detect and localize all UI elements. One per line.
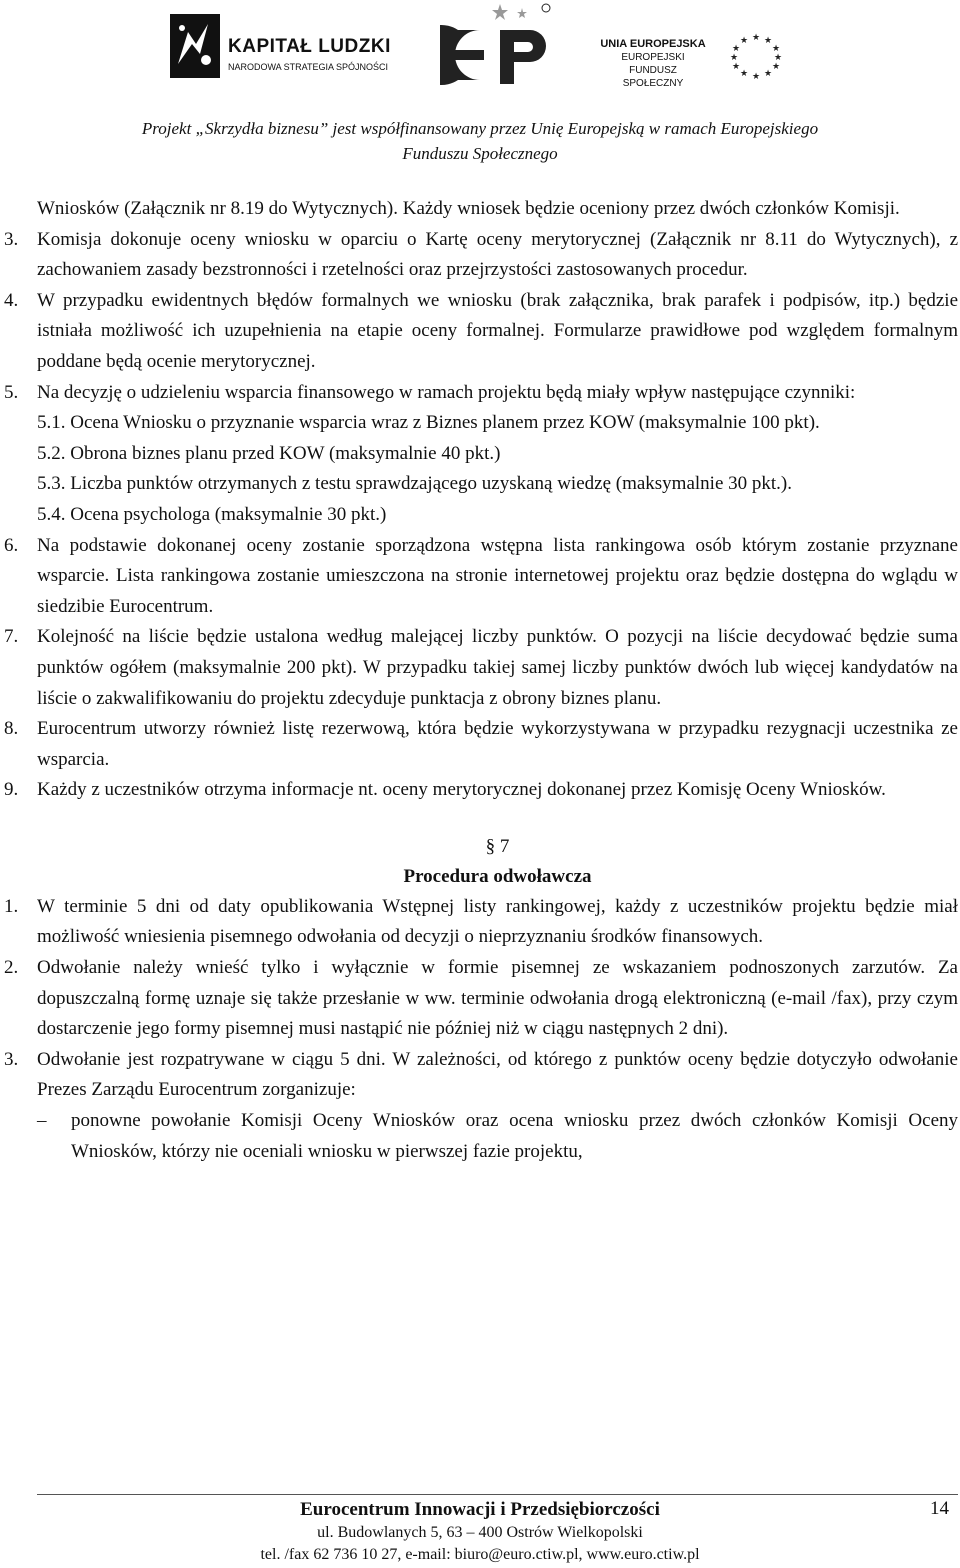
list-item-text: Na decyzję o udzieleniu wsparcia finansowego w ramach projektu będą miały wpływ następujące czynniki: bbox=[37, 381, 856, 403]
list-item-number: 1. bbox=[4, 895, 19, 917]
list-item-number: 9. bbox=[4, 779, 19, 801]
kapital-ludzki-emblem-icon bbox=[170, 14, 220, 78]
sub-item-text: Ocena psychologa (maksymalnie 30 pkt.) bbox=[70, 503, 387, 525]
sub-item-number: 5.2. bbox=[37, 442, 66, 464]
logo-left-subtitle: NARODOWA STRATEGIA SPÓJNOŚCI bbox=[228, 62, 389, 72]
svg-text:★: ★ bbox=[751, 71, 761, 81]
svg-text:★: ★ bbox=[763, 35, 773, 45]
list-item-text: Eurocentrum utworzy również listę rezerwową, która będzie wykorzystywana w przypadku rezygnacji uczestnika ze wsparcia. bbox=[37, 718, 958, 770]
section-title: Procedura odwoławcza bbox=[403, 865, 592, 887]
footer-divider bbox=[37, 1494, 958, 1495]
svg-text:★: ★ bbox=[771, 61, 781, 71]
svg-text:★: ★ bbox=[763, 68, 773, 78]
svg-text:★: ★ bbox=[771, 43, 781, 53]
sub-list-item bbox=[37, 500, 958, 531]
list-item bbox=[4, 286, 958, 378]
dash-bullet-icon: – bbox=[37, 1110, 47, 1132]
list-item-number: 5. bbox=[4, 381, 19, 403]
page-number: 14 bbox=[930, 1498, 949, 1519]
list-item bbox=[4, 775, 958, 806]
project-funding-note bbox=[0, 116, 960, 166]
sub-item-text: Ocena Wniosku o przyznanie wsparcia wraz z Biznes planem przez KOW (maksymalnie 100 pkt). bbox=[70, 412, 820, 434]
svg-text:★: ★ bbox=[751, 32, 761, 42]
dash-list-item bbox=[37, 1106, 958, 1167]
logo-right-line2: EUROPEJSKI bbox=[621, 52, 685, 63]
section-number: § 7 bbox=[485, 835, 510, 857]
svg-text:★: ★ bbox=[739, 35, 749, 45]
list-item-text: Na podstawie dokonanej oceny zostanie sporządzona wstępna lista rankingowa osób którym zostanie przyznane wsparcie. Lista rankingowa zostanie umieszczona na stronie internetowej projektu oraz będzie dostępna do wglądu w siedzibie Eurocentrum. bbox=[37, 534, 958, 617]
sub-item-number: 5.1. bbox=[37, 412, 66, 434]
svg-text:★: ★ bbox=[773, 52, 783, 62]
svg-text:★: ★ bbox=[729, 52, 739, 62]
list-item bbox=[4, 1045, 958, 1106]
logo-left-title: KAPITAŁ LUDZKI bbox=[228, 36, 391, 57]
eurocentrum-logo-icon bbox=[440, 0, 560, 100]
list-item-text: Odwołanie jest rozpatrywane w ciągu 5 dni. W zależności, od którego z punktów oceny będzie dotyczyło odwołanie Prezes Zarządu Eurocentrum zorganizuje: bbox=[37, 1048, 958, 1101]
logo-right-line3: FUNDUSZ SPOŁECZNY bbox=[622, 65, 684, 89]
sub-list-item bbox=[37, 439, 958, 470]
dash-item-text: ponowne powołanie Komisji Oceny Wniosków oraz ocena wniosku przez dwóch członków Komisji Oceny Wniosków, którzy nie oceniali wniosku w pierwszej fazie projektu, bbox=[71, 1110, 958, 1162]
list-item-text: Kolejność na liście będzie ustalona według malejącej liczby punktów. O pozycji na liście decydować będzie suma punktów ogółem (maksymalnie 200 pkt). W przypadku takiej samej liczby punktów dwóch lub więcej kandydatów na liście o zakwalifikowaniu do projektu zdecyduje punktacja z obrony biznes planu. bbox=[37, 626, 958, 709]
list-item bbox=[4, 953, 958, 1045]
document-body bbox=[4, 194, 958, 1167]
svg-text:★: ★ bbox=[731, 61, 741, 71]
eu-flag-icon bbox=[716, 28, 796, 82]
list-item bbox=[4, 225, 958, 286]
project-line-1: Projekt „Skrzydła biznesu” jest współfinansowany przez Unię Europejską w ramach Europejskiego bbox=[141, 119, 819, 138]
list-item-number: 8. bbox=[4, 718, 19, 740]
kapital-ludzki-logo bbox=[170, 14, 410, 84]
list-item bbox=[4, 892, 958, 953]
sub-item-text: Liczba punktów otrzymanych z testu sprawdzającego uzyskaną wiedzę (maksymalnie 30 pkt.). bbox=[70, 473, 792, 495]
intro-paragraph: Wniosków (Załącznik nr 8.19 do Wytycznych). Każdy wniosek będzie oceniony przez dwóch członków Komisji. bbox=[37, 198, 900, 219]
footer-contact: tel. /fax 62 736 10 27, e-mail: biuro@euro.ctiw.pl, www.euro.ctiw.pl bbox=[260, 1546, 700, 1563]
list-item bbox=[4, 531, 958, 623]
list-item-text: W przypadku ewidentnych błędów formalnych we wniosku (brak załącznika, brak parafek i podpisów, itp.) będzie istniała możliwość ich uzupełnienia na etapie oceny formalnej. Formularze prawidłowe pod względem formalnym poddane będą ocenie merytorycznej. bbox=[37, 289, 958, 372]
list-item-number: 3. bbox=[4, 1048, 19, 1070]
svg-text:★: ★ bbox=[739, 68, 749, 78]
page-footer bbox=[0, 1494, 960, 1568]
sub-item-number: 5.4. bbox=[37, 503, 66, 525]
list-item-number: 7. bbox=[4, 626, 19, 648]
footer-org: Eurocentrum Innowacji i Przedsiębiorczości bbox=[300, 1499, 660, 1520]
project-line-2: Funduszu Społecznego bbox=[402, 144, 558, 163]
list-item-number: 6. bbox=[4, 534, 19, 556]
list-item bbox=[4, 622, 958, 714]
unia-europejska-logo bbox=[598, 28, 798, 88]
sub-item-number: 5.3. bbox=[37, 473, 66, 495]
list-item-text: Każdy z uczestników otrzyma informacje nt. oceny merytorycznej dokonanej przez Komisję Oceny Wniosków. bbox=[37, 779, 886, 801]
list-item bbox=[4, 714, 958, 775]
logo-right-line1: UNIA EUROPEJSKA bbox=[600, 38, 706, 50]
footer-address: ul. Budowlanych 5, 63 – 400 Ostrów Wielkopolski bbox=[317, 1524, 643, 1541]
list-item-number: 3. bbox=[4, 228, 19, 250]
sub-list-item bbox=[37, 469, 958, 500]
list-item-text: Komisja dokonuje oceny wniosku w oparciu o Kartę oceny merytorycznej (Załącznik nr 8.11 do Wytycznych), z zachowaniem zasady bezstronności i rzetelności oraz przejrzystości zastosowanych procedur. bbox=[37, 228, 958, 281]
svg-text:★: ★ bbox=[731, 43, 741, 53]
list-item-number: 2. bbox=[4, 957, 19, 979]
list-item-text: Odwołanie należy wnieść tylko i wyłącznie w formie pisemnej ze wskazaniem podnoszonych zarzutów. Za dopuszczalną formę uznaje się także przesłanie w ww. terminie odwołania drogą elektroniczną (e-mail /fax), przy czym dostarczenie jego formy pisemnej musi nastąpić nie później niż w ciągu następnych 2 dni). bbox=[37, 957, 958, 1040]
sub-list-item bbox=[37, 408, 958, 439]
list-item-number: 4. bbox=[4, 289, 19, 311]
page-header bbox=[0, 0, 960, 170]
list-item bbox=[4, 378, 958, 409]
list-item-text: W terminie 5 dni od daty opublikowania Wstępnej listy rankingowej, każdy z uczestników projektu będzie miał możliwość wniesienia pisemnego odwołania od decyzji o nieprzyznaniu środków finansowych. bbox=[37, 895, 958, 948]
sub-item-text: Obrona biznes planu przed KOW (maksymalnie 40 pkt.) bbox=[70, 442, 501, 464]
